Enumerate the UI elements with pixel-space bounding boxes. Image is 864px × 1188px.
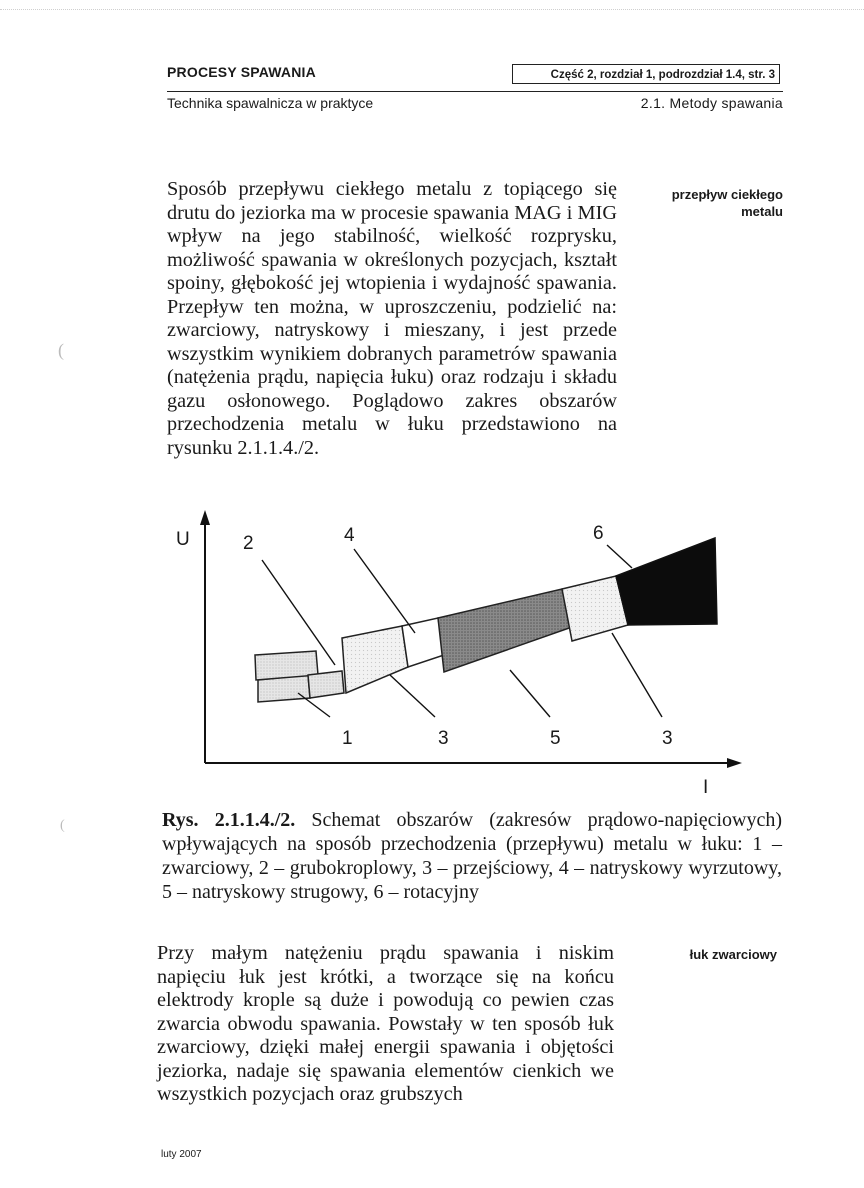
paragraph-short-arc: Przy małym natężeniu prądu spawania i niskim napięciu łuk jest krótki, a tworzące się na końcu elektrody krople są duże i powodują co pewien czas zwarcia obwodu spawania. Powstały w ten sposób łuk zwarciowy, dzięki małej energii spawania i objętości jeziorka, nadaje się spawania elementów cienkich we wszystkich pozycjach oraz grubszych [157, 942, 614, 1105]
zone-label-4: 4 [344, 525, 355, 546]
zone-label-3a: 3 [438, 728, 449, 749]
leader-4 [354, 549, 415, 633]
y-axis-arrow [200, 510, 210, 525]
zone-1-right [308, 671, 344, 698]
y-axis-label: U [176, 529, 190, 550]
header-subtitle-left: Technika spawalnicza w praktyce [167, 95, 374, 111]
binder-hole-mark: ( [60, 818, 65, 833]
header-reference-box: Część 2, rozdział 1, podrozdział 1.4, str. 3 [512, 64, 780, 84]
leader-5 [510, 670, 550, 717]
zone-6-rotating [616, 538, 717, 625]
header-subtitle-right: 2.1. Metody spawania [640, 95, 783, 111]
zone-label-3b: 3 [662, 728, 673, 749]
leader-3b [612, 633, 662, 717]
figure-number: Rys. 2.1.1.4./2. [162, 809, 296, 831]
footer-date: luty 2007 [161, 1149, 202, 1160]
figure-caption [162, 808, 782, 904]
leader-2 [262, 560, 335, 665]
leader-3a [390, 675, 435, 717]
zone-label-5: 5 [550, 728, 561, 749]
paragraph-metal-flow: Sposób przepływu ciekłego metalu z topiącego się drutu do jeziorka ma w procesie spawania MAG i MIG wpływ na jego stabilność, wielkość rozprysku, możliwość spawania w określonych pozycjach, kształt spoiny, głębokość jej wtopienia i wydajność spawania. Przepływ ten można, w uproszczeniu, podzielić na: zwarciowy, natryskowy i mieszany, i jest przede wszystkim wynikiem dobranych parametrów spawania (natężenia prądu, napięcia łuku) oraz rodzaju i składu gazu osłonowego. Poglądowo zakres obszarów przechodzenia metalu w łuku przedstawiono na rysunku 2.1.1.4./2. [167, 178, 617, 459]
zone-label-6: 6 [593, 523, 604, 544]
header-rule [167, 91, 783, 92]
x-axis-label: I [703, 777, 709, 798]
zone-4-spray-ejected [402, 618, 444, 667]
metal-transfer-diagram [170, 505, 750, 805]
binder-hole-mark: ( [58, 340, 64, 360]
zone-label-1: 1 [342, 728, 353, 749]
scan-top-edge [0, 9, 864, 10]
zone-label-2: 2 [243, 533, 254, 554]
header-title: PROCESY SPAWANIA [167, 64, 316, 80]
zone-5-spray-streaming [438, 589, 572, 672]
figure-caption-text: Schemat obszarów (zakresów prądowo-napięciowych) wpływających na sposób przechodzenia (przepływu) metalu w łuku: 1 – zwarciowy, 2 – grubokroplowy, 3 – przejściowy, 4 – natryskowy wyrzutowy, 5 – natryskowy strugowy, 6 – rotacyjny [162, 809, 782, 903]
side-label-short-arc: łuk zwarciowy [689, 947, 777, 962]
side-label-metal-flow: przepływ ciekłego metalu [671, 187, 783, 219]
leader-6 [607, 545, 632, 568]
x-axis-arrow [727, 758, 742, 768]
